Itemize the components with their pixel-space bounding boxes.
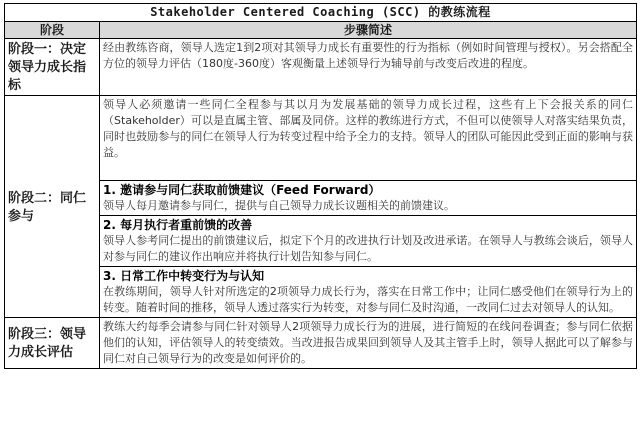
stage2-intro-row: [5, 96, 637, 181]
table-title-text: Stakeholder Centered Coaching (SCC) 的教练流程: [150, 5, 491, 19]
stage2-name: 阶段二：同仁参与: [5, 96, 100, 318]
stage2-step2-title: 2. 每月执行者重前馈的改善: [100, 216, 637, 234]
header-stage: 阶段: [5, 22, 100, 39]
stage2-intro: 领导人必须邀请一些同仁全程参与其以月为发展基础的领导力成长过程，这些有上下会报关系的同仁（Stakeholder）可以是直属主管、部属及同侪。这样的教练进行方式，不但可以使领导人对落实结果负责，同时也鼓励参与的同仁在领导人行为转变过程中给予全力的支持。领导人的团队可能因此受到正面的影响与获益。: [100, 96, 637, 181]
stage2-step1-desc-row: [5, 198, 637, 216]
stage2-step1-title: 1. 邀请参与同仁获取前馈建议（Feed Forward）: [100, 181, 637, 199]
stage2-step2-desc-row: [5, 233, 637, 267]
stage2-step2-desc: 领导人参考同仁提出的前馈建议后，拟定下个月的改进执行计划及改进承诺。在领导人与教练会谈后，领导人对参与同仁的建议作出响应并将执行计划告知参与同仁。: [100, 233, 637, 267]
stage2-step3-desc: 在教练期间，领导人针对所选定的2项领导力成长行为，落实在日常工作中；让同仁感受他们在领导行为上的转变。随着时间的推移，领导人透过落实行为转变，对参与同仁及时沟通，一改同仁过去对领导人的认知。: [100, 284, 637, 318]
stage2-step2-title-row: [5, 216, 637, 234]
stage1-desc: 经由教练咨商，领导人选定1到2项对其领导力成长有重要性的行为指标（例如时间管理与授权）。另会搭配全方位的领导力评估（180度-360度）客观衡量上述领导行为辅导前与改变后改进的程度。: [100, 39, 637, 96]
header-steps: 步骤简述: [100, 22, 637, 39]
table-title-row: [5, 4, 637, 22]
stage3-row: [5, 318, 637, 369]
stage3-desc: 教练大约每季会请参与同仁针对领导人2项领导力成长行为的进展，进行简短的在线问卷调查；参与同仁依据他们的认知，评估领导人的转变绩效。当改进报告成果回到领导人及其主管手上时，领导人据此可以了解参与同仁对自己领导行为的改变是如何评价的。: [100, 318, 637, 369]
table-title: [5, 4, 637, 22]
scc-process-table: [4, 3, 637, 369]
stage2-step1-desc: 领导人每月邀请参与同仁，提供与自己领导力成长议题相关的前馈建议。: [100, 198, 637, 216]
stage2-step1-title-row: [5, 181, 637, 199]
stage1-name: 阶段一：决定领导力成长指标: [5, 39, 100, 96]
stage2-step3-title: 3. 日常工作中转变行为与认知: [100, 267, 637, 285]
stage1-row: [5, 39, 637, 96]
stage3-name: 阶段三：领导力成长评估: [5, 318, 100, 369]
table-header-row: [5, 22, 637, 39]
scc-process-table-container: [4, 3, 636, 369]
stage2-step3-title-row: [5, 267, 637, 285]
stage2-step3-desc-row: [5, 284, 637, 318]
